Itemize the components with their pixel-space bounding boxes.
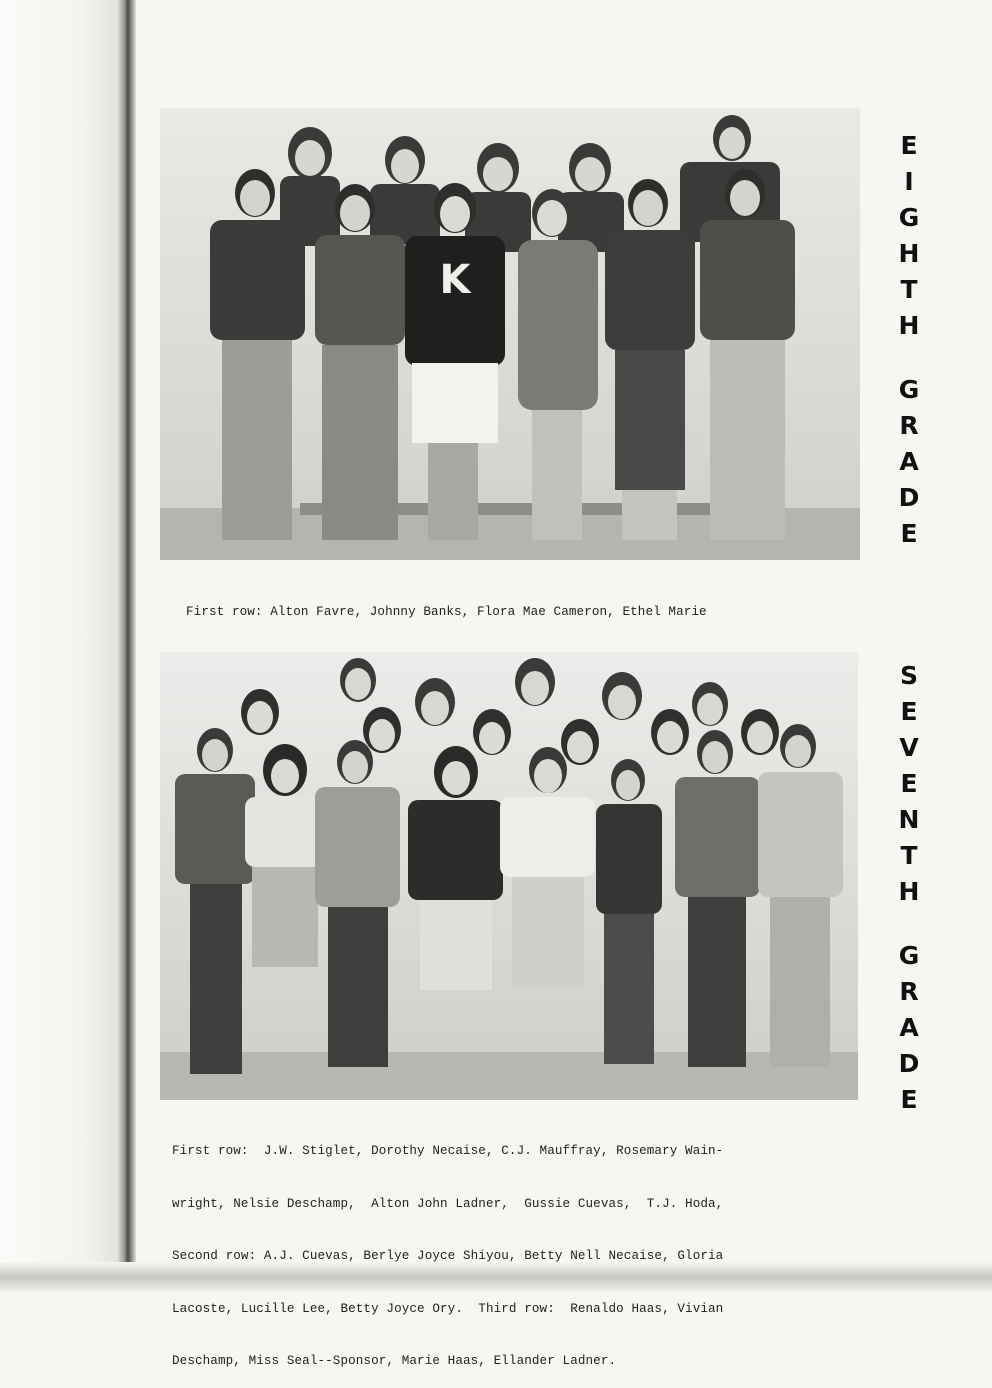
caption-line: First row: Alton Favre, Johnny Banks, Flora Mae Cameron, Ethel Marie <box>186 605 707 619</box>
heading-letter: E <box>900 519 918 548</box>
heading-letter: H <box>898 239 920 268</box>
heading-letter: E <box>900 1085 918 1114</box>
heading-letter: R <box>899 411 919 440</box>
heading-letter: A <box>899 447 919 476</box>
heading-letter: D <box>898 483 920 512</box>
heading-letter: A <box>899 1013 919 1042</box>
sweater-letter: K <box>439 257 471 303</box>
heading-letter: E <box>900 697 918 726</box>
heading-gap <box>884 344 934 372</box>
heading-letter: I <box>904 167 914 196</box>
caption-line: Lacoste, Lucille Lee, Betty Joyce Ory. Third row: Renaldo Haas, Vivian <box>172 1301 724 1316</box>
seventh-grade-caption <box>172 1108 723 1388</box>
eighth-grade-class-photo <box>160 108 860 560</box>
heading-letter: V <box>899 733 919 762</box>
seventh-grade-class-photo <box>160 652 858 1100</box>
heading-letter: T <box>900 275 918 304</box>
heading-letter: H <box>898 877 920 906</box>
heading-letter: E <box>900 131 918 160</box>
caption-line: First row: J.W. Stiglet, Dorothy Necaise, C.J. Mauffray, Rosemary Wain- <box>172 1144 724 1158</box>
heading-letter: S <box>899 661 918 690</box>
caption-line: Deschamp, Miss Seal--Sponsor, Marie Haas, Ellander Ladner. <box>172 1354 617 1368</box>
caption-line: Second row: A.J. Cuevas, Berlye Joyce Shiyou, Betty Nell Necaise, Gloria <box>172 1249 724 1263</box>
heading-letter: E <box>900 769 918 798</box>
heading-letter: G <box>898 203 920 232</box>
heading-letter: G <box>898 375 920 404</box>
seventh-grade-heading <box>884 658 934 1118</box>
heading-letter: R <box>899 977 919 1006</box>
eighth-grade-heading <box>884 128 934 552</box>
left-page-margin <box>0 0 118 1292</box>
heading-letter: N <box>898 805 920 834</box>
caption-line: wright, Nelsie Deschamp, Alton John Ladner, Gussie Cuevas, T.J. Hoda, <box>172 1196 724 1211</box>
heading-letter: H <box>898 311 920 340</box>
book-spine <box>118 0 136 1292</box>
heading-letter: G <box>898 941 920 970</box>
heading-letter: D <box>898 1049 920 1078</box>
heading-gap <box>884 910 934 938</box>
heading-letter: T <box>900 841 918 870</box>
